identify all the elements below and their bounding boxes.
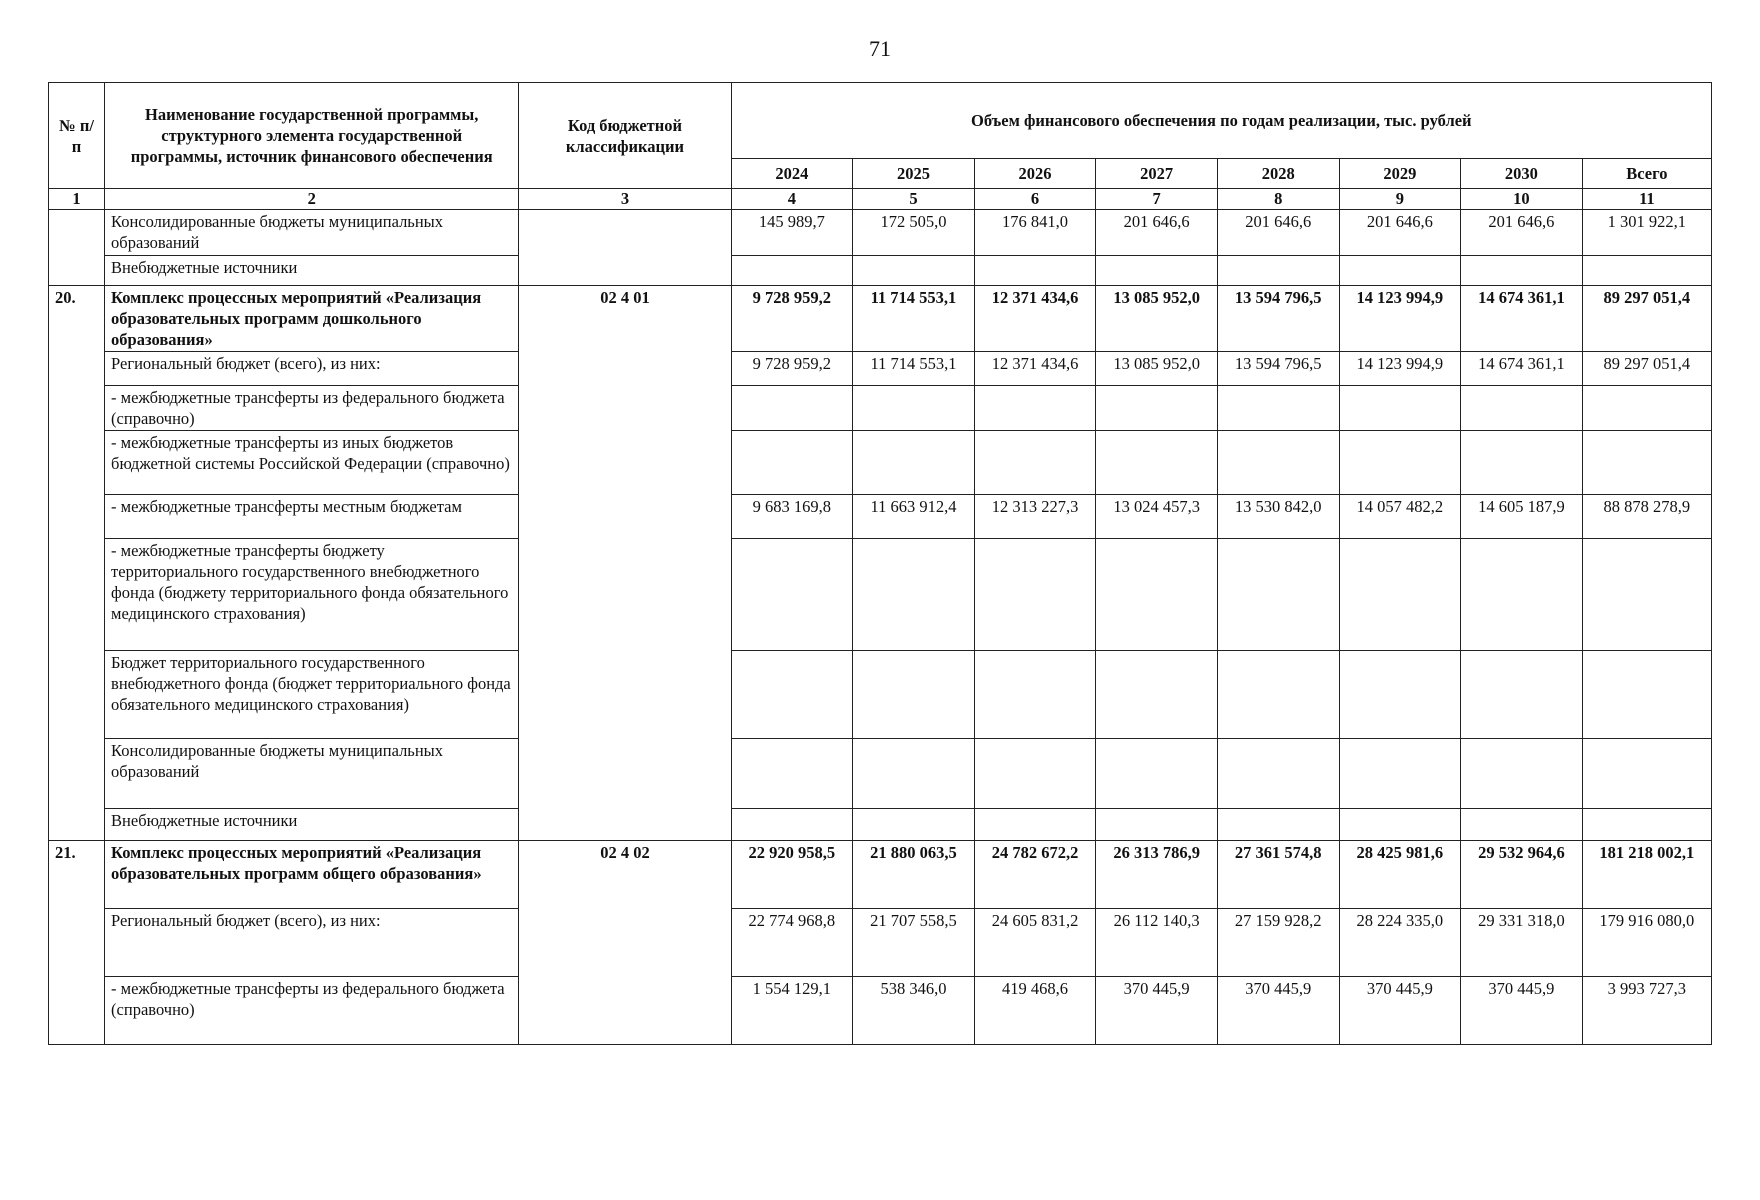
- header-year: 2029: [1339, 159, 1461, 189]
- row-value: 14 674 361,1: [1461, 286, 1583, 352]
- row-value: [974, 539, 1096, 651]
- row-value: 13 085 952,0: [1096, 352, 1218, 386]
- header-year: 2026: [974, 159, 1096, 189]
- row-value: [1339, 386, 1461, 431]
- row-value: [1217, 809, 1339, 841]
- row-value: 13 594 796,5: [1217, 352, 1339, 386]
- row-value: [853, 386, 975, 431]
- row-name: Комплекс процессных мероприятий «Реализация образовательных программ дошкольного образования»: [105, 286, 519, 352]
- row-value: [853, 809, 975, 841]
- row-total: 89 297 051,4: [1582, 286, 1711, 352]
- row-value: 11 663 912,4: [853, 495, 975, 539]
- column-index: 7: [1096, 189, 1218, 210]
- table-row: [49, 210, 1712, 256]
- row-value: [1339, 651, 1461, 739]
- table-row: [49, 909, 1712, 977]
- table-row: [49, 841, 1712, 909]
- row-value: 12 371 434,6: [974, 286, 1096, 352]
- header-year: 2025: [853, 159, 975, 189]
- row-total: [1582, 809, 1711, 841]
- row-value: [1096, 539, 1218, 651]
- row-value: [974, 651, 1096, 739]
- column-index: 3: [519, 189, 731, 210]
- row-value: [974, 256, 1096, 286]
- row-value: 370 445,9: [1461, 977, 1583, 1045]
- row-value: [1461, 809, 1583, 841]
- row-value: [1096, 431, 1218, 495]
- row-value: 201 646,6: [1096, 210, 1218, 256]
- row-value: [853, 739, 975, 809]
- row-value: 419 468,6: [974, 977, 1096, 1045]
- row-total: [1582, 386, 1711, 431]
- column-index: 1: [49, 189, 105, 210]
- row-value: [731, 386, 853, 431]
- row-value: 22 920 958,5: [731, 841, 853, 909]
- column-index: 8: [1217, 189, 1339, 210]
- row-value: 145 989,7: [731, 210, 853, 256]
- row-value: [1217, 651, 1339, 739]
- row-name: Комплекс процессных мероприятий «Реализация образовательных программ общего образования»: [105, 841, 519, 909]
- row-value: [1339, 431, 1461, 495]
- row-value: [731, 256, 853, 286]
- row-value: 9 683 169,8: [731, 495, 853, 539]
- row-value: 12 371 434,6: [974, 352, 1096, 386]
- row-value: [1096, 809, 1218, 841]
- header-name: Наименование государственной программы, структурного элемента государственной программы, источник финансового обеспечения: [105, 83, 519, 189]
- row-name: Региональный бюджет (всего), из них:: [105, 909, 519, 977]
- table-row: [49, 539, 1712, 651]
- row-value: [731, 539, 853, 651]
- budget-code: 02 4 02: [519, 841, 731, 1045]
- row-value: [1461, 431, 1583, 495]
- row-value: 29 331 318,0: [1461, 909, 1583, 977]
- row-value: 14 123 994,9: [1339, 352, 1461, 386]
- row-value: [1096, 256, 1218, 286]
- table-row: [49, 286, 1712, 352]
- row-value: 24 782 672,2: [974, 841, 1096, 909]
- row-value: 13 085 952,0: [1096, 286, 1218, 352]
- row-value: 370 445,9: [1217, 977, 1339, 1045]
- row-value: 176 841,0: [974, 210, 1096, 256]
- row-value: 11 714 553,1: [853, 286, 975, 352]
- row-value: 12 313 227,3: [974, 495, 1096, 539]
- row-name: Консолидированные бюджеты муниципальных образований: [105, 210, 519, 256]
- column-index: 6: [974, 189, 1096, 210]
- row-total: 181 218 002,1: [1582, 841, 1711, 909]
- row-value: [1339, 739, 1461, 809]
- row-value: [853, 651, 975, 739]
- row-value: [1461, 539, 1583, 651]
- row-value: 172 505,0: [853, 210, 975, 256]
- row-value: [974, 739, 1096, 809]
- row-value: [1461, 739, 1583, 809]
- row-name: Региональный бюджет (всего), из них:: [105, 352, 519, 386]
- row-value: [974, 431, 1096, 495]
- row-value: [853, 431, 975, 495]
- header-year: 2024: [731, 159, 853, 189]
- row-value: [1217, 539, 1339, 651]
- table-row: [49, 739, 1712, 809]
- row-total: [1582, 739, 1711, 809]
- column-index: 2: [105, 189, 519, 210]
- row-value: [1217, 431, 1339, 495]
- row-value: 14 605 187,9: [1461, 495, 1583, 539]
- budget-code: 02 4 01: [519, 286, 731, 841]
- row-value: [1461, 386, 1583, 431]
- row-value: 14 057 482,2: [1339, 495, 1461, 539]
- row-name: Внебюджетные источники: [105, 809, 519, 841]
- row-value: 14 674 361,1: [1461, 352, 1583, 386]
- row-name: - межбюджетные трансферты из федерального бюджета (справочно): [105, 977, 519, 1045]
- row-value: 538 346,0: [853, 977, 975, 1045]
- row-value: [1217, 386, 1339, 431]
- row-value: [1339, 539, 1461, 651]
- row-value: [1461, 651, 1583, 739]
- row-total: 179 916 080,0: [1582, 909, 1711, 977]
- row-value: [1096, 651, 1218, 739]
- row-value: [853, 256, 975, 286]
- row-value: [731, 809, 853, 841]
- row-value: 11 714 553,1: [853, 352, 975, 386]
- row-total: 89 297 051,4: [1582, 352, 1711, 386]
- row-value: [731, 431, 853, 495]
- row-value: 13 024 457,3: [1096, 495, 1218, 539]
- row-total: [1582, 539, 1711, 651]
- row-value: 29 532 964,6: [1461, 841, 1583, 909]
- header-volume: Объем финансового обеспечения по годам реализации, тыс. рублей: [731, 83, 1711, 159]
- row-value: [1461, 256, 1583, 286]
- row-value: 24 605 831,2: [974, 909, 1096, 977]
- row-name: - межбюджетные трансферты бюджету территориального государственного внебюджетного фонда (бюджету территориального фонда обязательного медицинского страхования): [105, 539, 519, 651]
- row-total: 3 993 727,3: [1582, 977, 1711, 1045]
- table-row: [49, 495, 1712, 539]
- row-value: [1096, 739, 1218, 809]
- column-index: 11: [1582, 189, 1711, 210]
- header-code: Код бюджетной классификации: [519, 83, 731, 189]
- row-number: [49, 210, 105, 286]
- row-name: - межбюджетные трансферты из иных бюджетов бюджетной системы Российской Федерации (справочно): [105, 431, 519, 495]
- row-value: [1339, 809, 1461, 841]
- column-index: 5: [853, 189, 975, 210]
- header-year: 2030: [1461, 159, 1583, 189]
- header-year: 2027: [1096, 159, 1218, 189]
- row-total: 1 301 922,1: [1582, 210, 1711, 256]
- row-value: 28 425 981,6: [1339, 841, 1461, 909]
- column-index: 9: [1339, 189, 1461, 210]
- row-value: 201 646,6: [1217, 210, 1339, 256]
- row-value: 26 313 786,9: [1096, 841, 1218, 909]
- row-value: 370 445,9: [1339, 977, 1461, 1045]
- row-name: Бюджет территориального государственного внебюджетного фонда (бюджет территориального фонда обязательного медицинского страхования): [105, 651, 519, 739]
- row-total: [1582, 431, 1711, 495]
- table-row: [49, 651, 1712, 739]
- budget-code: [519, 210, 731, 286]
- row-value: 28 224 335,0: [1339, 909, 1461, 977]
- row-name: - межбюджетные трансферты из федерального бюджета (справочно): [105, 386, 519, 431]
- page-number: 71: [869, 36, 891, 61]
- row-value: 9 728 959,2: [731, 352, 853, 386]
- table-row: [49, 256, 1712, 286]
- row-value: 370 445,9: [1096, 977, 1218, 1045]
- row-value: [1217, 739, 1339, 809]
- row-name: - межбюджетные трансферты местным бюджетам: [105, 495, 519, 539]
- table-row: [49, 386, 1712, 431]
- row-value: 21 880 063,5: [853, 841, 975, 909]
- table-row: [49, 977, 1712, 1045]
- table-body: [49, 210, 1712, 1045]
- row-value: [731, 739, 853, 809]
- row-value: [1096, 386, 1218, 431]
- row-number: 21.: [49, 841, 105, 1045]
- row-value: 21 707 558,5: [853, 909, 975, 977]
- table-row: [49, 431, 1712, 495]
- row-value: [1339, 256, 1461, 286]
- row-value: [1217, 256, 1339, 286]
- row-value: 22 774 968,8: [731, 909, 853, 977]
- header-total: Всего: [1582, 159, 1711, 189]
- row-value: 13 530 842,0: [1217, 495, 1339, 539]
- row-value: 13 594 796,5: [1217, 286, 1339, 352]
- row-value: [974, 809, 1096, 841]
- row-name: Консолидированные бюджеты муниципальных образований: [105, 739, 519, 809]
- row-value: 27 361 574,8: [1217, 841, 1339, 909]
- row-value: 26 112 140,3: [1096, 909, 1218, 977]
- row-total: [1582, 651, 1711, 739]
- row-value: [731, 651, 853, 739]
- row-value: 9 728 959,2: [731, 286, 853, 352]
- row-value: [853, 539, 975, 651]
- row-name: Внебюджетные источники: [105, 256, 519, 286]
- table-row: [49, 352, 1712, 386]
- header-no: № п/п: [49, 83, 105, 189]
- row-value: 14 123 994,9: [1339, 286, 1461, 352]
- row-value: [974, 386, 1096, 431]
- row-value: 1 554 129,1: [731, 977, 853, 1045]
- row-value: 27 159 928,2: [1217, 909, 1339, 977]
- row-value: 201 646,6: [1339, 210, 1461, 256]
- row-number: 20.: [49, 286, 105, 841]
- row-total: [1582, 256, 1711, 286]
- column-index: 10: [1461, 189, 1583, 210]
- column-index: 4: [731, 189, 853, 210]
- row-value: 201 646,6: [1461, 210, 1583, 256]
- row-total: 88 878 278,9: [1582, 495, 1711, 539]
- header-year: 2028: [1217, 159, 1339, 189]
- budget-table: [48, 82, 1712, 1045]
- table-row: [49, 809, 1712, 841]
